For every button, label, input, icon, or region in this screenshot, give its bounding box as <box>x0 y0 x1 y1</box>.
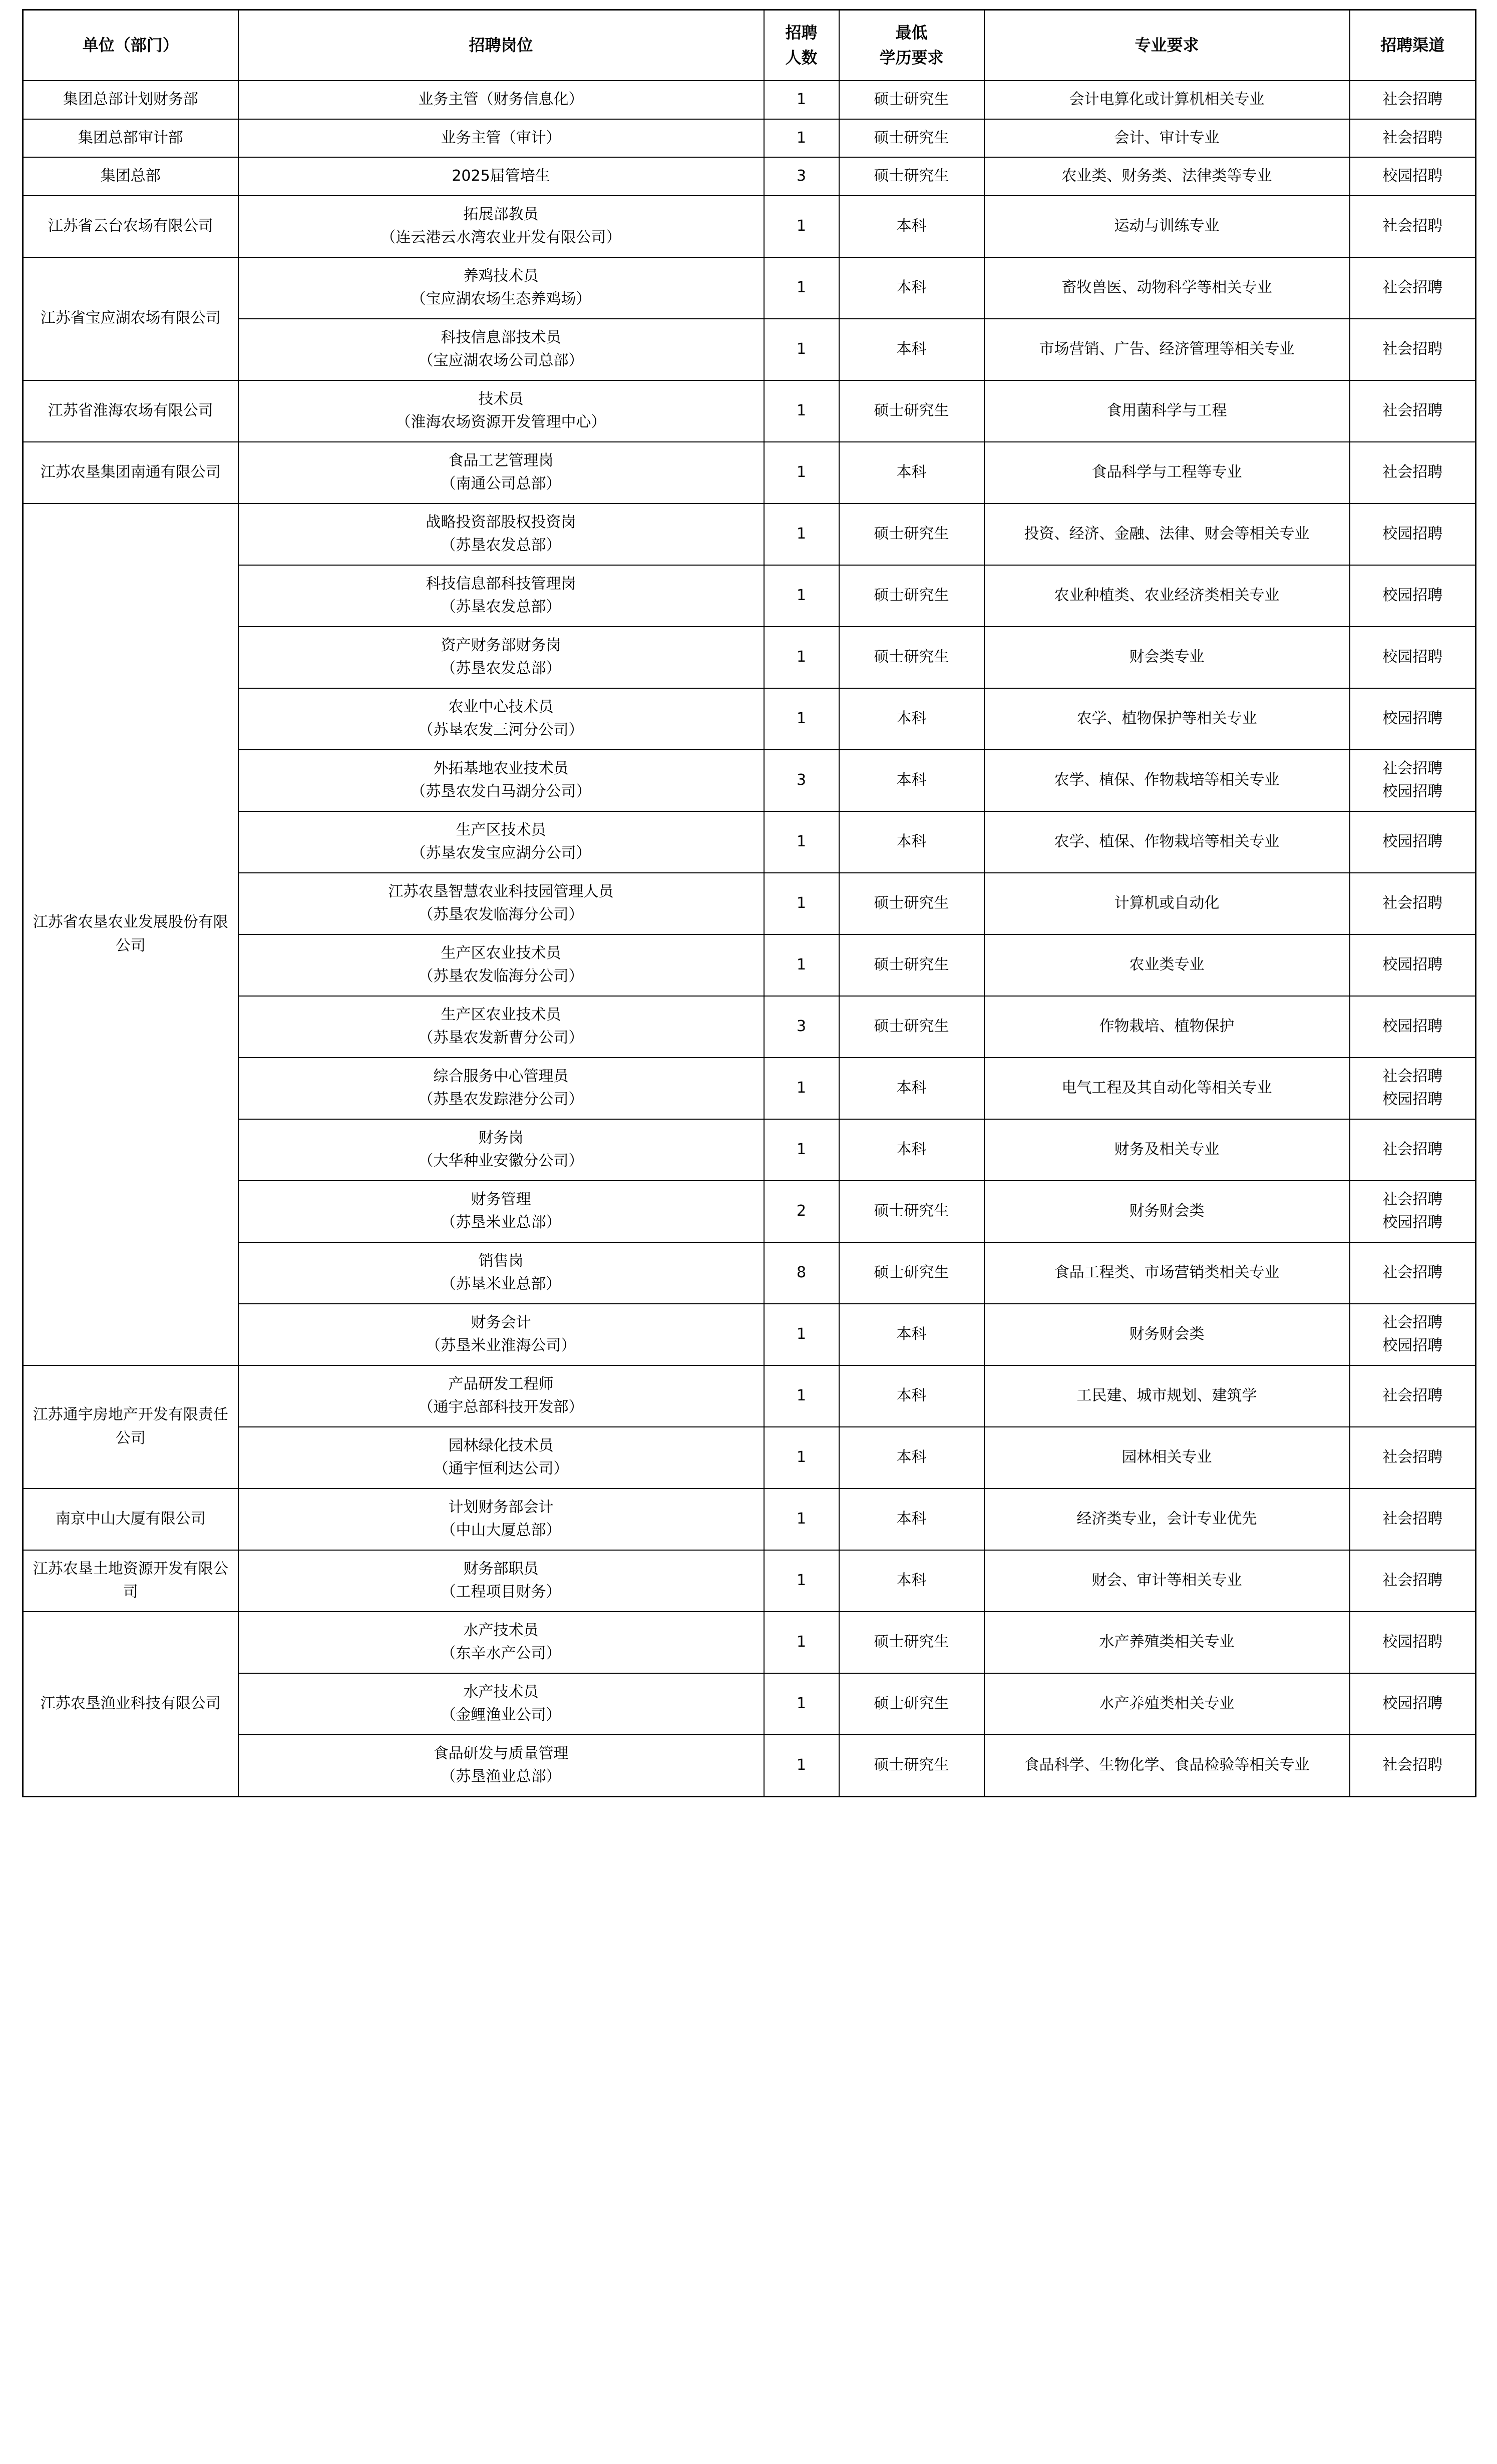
cell-channel <box>1350 319 1476 380</box>
cell-education: 本科 <box>839 196 984 257</box>
cell-major: 财务财会类 <box>984 1181 1350 1242</box>
cell-major: 财务财会类 <box>984 1304 1350 1365</box>
table-row <box>23 1673 1476 1735</box>
cell-education: 本科 <box>839 688 984 750</box>
position-department: （通宇恒利达公司） <box>433 1460 569 1478</box>
cell-education: 本科 <box>839 750 984 811</box>
cell-count: 1 <box>764 1489 839 1550</box>
cell-position <box>238 934 764 996</box>
column-header-education-line1: 最低 <box>895 23 928 42</box>
channel-line-1: 校园招聘 <box>1382 1017 1443 1035</box>
cell-position <box>238 873 764 934</box>
cell-count: 1 <box>764 1673 839 1735</box>
position-title: 销售岗 <box>478 1252 524 1270</box>
cell-education: 本科 <box>839 1304 984 1365</box>
cell-count: 1 <box>764 442 839 504</box>
cell-education: 硕士研究生 <box>839 1735 984 1797</box>
cell-position <box>238 380 764 442</box>
cell-channel <box>1350 750 1476 811</box>
position-department: （大华种业安徽分公司） <box>418 1152 584 1170</box>
table-header <box>23 10 1476 81</box>
cell-position <box>238 627 764 688</box>
channel-line-2: 校园招聘 <box>1382 1091 1443 1109</box>
position-title: 水产技术员 <box>463 1621 539 1639</box>
cell-major: 农业类、财务类、法律类等专业 <box>984 157 1350 196</box>
table-row <box>23 1242 1476 1304</box>
position-department: （苏垦农发三河分公司） <box>418 721 584 739</box>
cell-education: 硕士研究生 <box>839 504 984 565</box>
cell-education: 硕士研究生 <box>839 565 984 627</box>
cell-count: 1 <box>764 1550 839 1612</box>
cell-count: 1 <box>764 934 839 996</box>
cell-unit: 江苏农垦集团南通有限公司 <box>23 442 238 504</box>
position-title: 财务岗 <box>478 1129 524 1147</box>
cell-major: 投资、经济、金融、法律、财会等相关专业 <box>984 504 1350 565</box>
channel-line-1: 社会招聘 <box>1382 1510 1443 1528</box>
table-row <box>23 750 1476 811</box>
channel-line-1: 社会招聘 <box>1382 894 1443 912</box>
position-title: 计划财务部会计 <box>448 1498 554 1516</box>
cell-channel <box>1350 627 1476 688</box>
column-header-education-line2: 学历要求 <box>879 48 944 67</box>
table-row <box>23 1119 1476 1181</box>
cell-major: 运动与训练专业 <box>984 196 1350 257</box>
cell-unit: 江苏农垦土地资源开发有限公司 <box>23 1550 238 1612</box>
column-header-position-line1: 招聘岗位 <box>469 35 533 55</box>
cell-major: 财会、审计等相关专业 <box>984 1550 1350 1612</box>
cell-position <box>238 504 764 565</box>
cell-position <box>238 1181 764 1242</box>
cell-education: 硕士研究生 <box>839 380 984 442</box>
cell-major: 农学、植保、作物栽培等相关专业 <box>984 811 1350 873</box>
cell-education: 硕士研究生 <box>839 1673 984 1735</box>
cell-channel <box>1350 1427 1476 1489</box>
cell-position <box>238 565 764 627</box>
position-department: （苏垦米业总部） <box>441 1275 561 1293</box>
cell-education: 硕士研究生 <box>839 873 984 934</box>
cell-major: 农业类专业 <box>984 934 1350 996</box>
position-department: （苏垦农发宝应湖分公司） <box>411 844 591 862</box>
table-row <box>23 1735 1476 1797</box>
position-title: 园林绿化技术员 <box>448 1436 554 1454</box>
cell-unit: 江苏省宝应湖农场有限公司 <box>23 257 238 380</box>
cell-count: 1 <box>764 380 839 442</box>
position-department: （苏垦农发踪港分公司） <box>418 1091 584 1109</box>
cell-count: 1 <box>764 1119 839 1181</box>
position-title: 科技信息部科技管理岗 <box>426 575 576 593</box>
channel-line-1: 社会招聘 <box>1382 1571 1443 1589</box>
table-row <box>23 934 1476 996</box>
position-title: 水产技术员 <box>463 1683 539 1701</box>
position-department: （苏垦农发总部） <box>441 537 561 555</box>
cell-education: 本科 <box>839 1489 984 1550</box>
column-header-unit-line1: 单位（部门） <box>82 35 179 55</box>
table-row <box>23 119 1476 158</box>
cell-channel <box>1350 1304 1476 1365</box>
cell-count: 1 <box>764 1735 839 1797</box>
cell-count: 1 <box>764 319 839 380</box>
cell-education: 本科 <box>839 257 984 319</box>
channel-line-1: 社会招聘 <box>1382 91 1443 109</box>
cell-major: 市场营销、广告、经济管理等相关专业 <box>984 319 1350 380</box>
cell-major: 会计、审计专业 <box>984 119 1350 158</box>
channel-line-1: 社会招聘 <box>1382 1190 1443 1208</box>
position-title: 养鸡技术员 <box>463 267 539 285</box>
cell-education: 硕士研究生 <box>839 1181 984 1242</box>
cell-channel <box>1350 81 1476 119</box>
channel-line-2: 校园招聘 <box>1382 783 1443 801</box>
cell-count: 1 <box>764 627 839 688</box>
cell-channel <box>1350 504 1476 565</box>
position-department: （苏垦米业淮海公司） <box>426 1337 576 1355</box>
cell-major: 水产养殖类相关专业 <box>984 1673 1350 1735</box>
cell-education: 硕士研究生 <box>839 1612 984 1673</box>
cell-major: 食品科学、生物化学、食品检验等相关专业 <box>984 1735 1350 1797</box>
cell-major: 水产养殖类相关专业 <box>984 1612 1350 1673</box>
position-department: （南通公司总部） <box>441 475 561 493</box>
channel-line-1: 社会招聘 <box>1382 1386 1443 1404</box>
cell-position <box>238 319 764 380</box>
channel-line-1: 社会招聘 <box>1382 401 1443 419</box>
position-title: 江苏农垦智慧农业科技园管理人员 <box>388 882 614 900</box>
cell-count: 1 <box>764 1612 839 1673</box>
table-row <box>23 1181 1476 1242</box>
cell-position <box>238 688 764 750</box>
cell-position <box>238 750 764 811</box>
position-title: 产品研发工程师 <box>448 1375 554 1393</box>
position-department: （苏垦渔业总部） <box>441 1768 561 1786</box>
table-row <box>23 1612 1476 1673</box>
position-department: （苏垦米业总部） <box>441 1214 561 1232</box>
cell-position <box>238 1242 764 1304</box>
table-body <box>23 81 1476 1796</box>
position-department: （苏垦农发新曹分公司） <box>418 1029 584 1047</box>
cell-count: 3 <box>764 996 839 1058</box>
cell-count: 2 <box>764 1181 839 1242</box>
position-title: 业务主管（财务信息化） <box>418 91 584 109</box>
position-department: （淮海农场资源开发管理中心） <box>396 413 606 431</box>
table-row <box>23 873 1476 934</box>
cell-major: 财会类专业 <box>984 627 1350 688</box>
cell-major: 农学、植保、作物栽培等相关专业 <box>984 750 1350 811</box>
position-title: 农业中心技术员 <box>448 698 554 716</box>
channel-line-1: 校园招聘 <box>1382 525 1443 543</box>
position-department: （宝应湖农场生态养鸡场） <box>411 290 591 308</box>
position-title: 科技信息部技术员 <box>441 328 561 346</box>
channel-line-2: 校园招聘 <box>1382 1214 1443 1232</box>
position-department: （苏垦农发白马湖分公司） <box>411 783 591 801</box>
table-row <box>23 1427 1476 1489</box>
cell-major: 电气工程及其自动化等相关专业 <box>984 1058 1350 1119</box>
cell-position <box>238 257 764 319</box>
cell-count: 1 <box>764 257 839 319</box>
channel-line-1: 校园招聘 <box>1382 648 1443 666</box>
channel-line-1: 校园招聘 <box>1382 1633 1443 1651</box>
table-row <box>23 1365 1476 1427</box>
channel-line-1: 社会招聘 <box>1382 129 1443 147</box>
cell-major: 会计电算化或计算机相关专业 <box>984 81 1350 119</box>
table-row <box>23 504 1476 565</box>
table-row <box>23 996 1476 1058</box>
channel-line-1: 社会招聘 <box>1382 340 1443 358</box>
cell-count: 1 <box>764 1058 839 1119</box>
position-department: （苏垦农发总部） <box>441 598 561 616</box>
position-title: 业务主管（审计） <box>441 129 561 147</box>
cell-major: 经济类专业，会计专业优先 <box>984 1489 1350 1550</box>
table-row <box>23 196 1476 257</box>
cell-unit: 集团总部 <box>23 157 238 196</box>
cell-position <box>238 1119 764 1181</box>
cell-education: 本科 <box>839 1365 984 1427</box>
cell-position <box>238 119 764 158</box>
cell-education: 本科 <box>839 1119 984 1181</box>
channel-line-1: 校园招聘 <box>1382 167 1443 185</box>
table-row <box>23 442 1476 504</box>
column-header-count <box>764 10 839 81</box>
cell-position <box>238 157 764 196</box>
position-title: 食品研发与质量管理 <box>433 1744 569 1762</box>
cell-count: 3 <box>764 750 839 811</box>
cell-major: 园林相关专业 <box>984 1427 1350 1489</box>
position-department: （连云港云水湾农业开发有限公司） <box>381 229 621 247</box>
table-row <box>23 1058 1476 1119</box>
table-row <box>23 1489 1476 1550</box>
table-row <box>23 627 1476 688</box>
channel-line-1: 社会招聘 <box>1382 217 1443 235</box>
position-department: （东辛水产公司） <box>441 1645 561 1663</box>
position-title: 战略投资部股权投资岗 <box>426 513 576 531</box>
position-title: 生产区技术员 <box>456 821 546 839</box>
cell-channel <box>1350 257 1476 319</box>
channel-line-1: 校园招聘 <box>1382 955 1443 973</box>
cell-education: 本科 <box>839 1058 984 1119</box>
position-title: 拓展部教员 <box>463 205 539 223</box>
cell-channel <box>1350 565 1476 627</box>
column-header-major <box>984 10 1350 81</box>
cell-unit: 南京中山大厦有限公司 <box>23 1489 238 1550</box>
column-header-count-line2: 人数 <box>785 48 818 67</box>
position-department: （中山大厦总部） <box>441 1522 561 1540</box>
column-header-unit <box>23 10 238 81</box>
position-department: （苏垦农发临海分公司） <box>418 906 584 924</box>
channel-line-1: 校园招聘 <box>1382 1694 1443 1712</box>
column-header-channel-line1: 招聘渠道 <box>1380 35 1445 55</box>
cell-education: 本科 <box>839 1427 984 1489</box>
cell-count: 1 <box>764 1427 839 1489</box>
position-title: 生产区农业技术员 <box>441 1006 561 1024</box>
cell-major: 工民建、城市规划、建筑学 <box>984 1365 1350 1427</box>
channel-line-1: 校园招聘 <box>1382 709 1443 727</box>
cell-position <box>238 196 764 257</box>
table-row <box>23 688 1476 750</box>
table-row <box>23 811 1476 873</box>
cell-channel <box>1350 1550 1476 1612</box>
table-row <box>23 157 1476 196</box>
cell-position <box>238 1427 764 1489</box>
table-row <box>23 319 1476 380</box>
cell-channel <box>1350 1735 1476 1797</box>
position-title: 食品工艺管理岗 <box>448 451 554 469</box>
cell-education: 本科 <box>839 442 984 504</box>
position-department: （通宇总部科技开发部） <box>418 1398 584 1416</box>
table-row <box>23 565 1476 627</box>
cell-education: 硕士研究生 <box>839 1242 984 1304</box>
channel-line-1: 校园招聘 <box>1382 586 1443 604</box>
cell-channel <box>1350 196 1476 257</box>
cell-major: 食用菌科学与工程 <box>984 380 1350 442</box>
cell-position <box>238 81 764 119</box>
cell-major: 农学、植物保护等相关专业 <box>984 688 1350 750</box>
table-row <box>23 380 1476 442</box>
channel-line-1: 社会招聘 <box>1382 1067 1443 1085</box>
position-department: （金鲤渔业公司） <box>441 1706 561 1724</box>
channel-line-1: 社会招聘 <box>1382 1263 1443 1281</box>
cell-unit: 集团总部审计部 <box>23 119 238 158</box>
cell-position <box>238 996 764 1058</box>
position-department: （苏垦农发临海分公司） <box>418 967 584 985</box>
cell-position <box>238 442 764 504</box>
cell-unit: 江苏省淮海农场有限公司 <box>23 380 238 442</box>
cell-count: 1 <box>764 811 839 873</box>
cell-major: 食品工程类、市场营销类相关专业 <box>984 1242 1350 1304</box>
cell-channel <box>1350 380 1476 442</box>
cell-position <box>238 1058 764 1119</box>
position-department: （宝应湖农场公司总部） <box>418 352 584 370</box>
cell-position <box>238 1735 764 1797</box>
cell-channel <box>1350 1242 1476 1304</box>
channel-line-2: 校园招聘 <box>1382 1337 1443 1355</box>
table-row <box>23 1304 1476 1365</box>
cell-count: 1 <box>764 119 839 158</box>
column-header-major-line1: 专业要求 <box>1135 35 1199 55</box>
channel-line-1: 社会招聘 <box>1382 1140 1443 1158</box>
cell-unit: 江苏省农垦农业发展股份有限公司 <box>23 504 238 1365</box>
cell-channel <box>1350 811 1476 873</box>
cell-unit: 集团总部计划财务部 <box>23 81 238 119</box>
column-header-position <box>238 10 764 81</box>
cell-channel <box>1350 934 1476 996</box>
cell-count: 1 <box>764 688 839 750</box>
cell-count: 1 <box>764 504 839 565</box>
cell-education: 硕士研究生 <box>839 157 984 196</box>
cell-unit: 江苏农垦渔业科技有限公司 <box>23 1612 238 1797</box>
recruitment-table <box>22 9 1476 1797</box>
position-title: 外拓基地农业技术员 <box>433 759 569 777</box>
cell-position <box>238 1612 764 1673</box>
cell-position <box>238 1304 764 1365</box>
cell-major: 计算机或自动化 <box>984 873 1350 934</box>
cell-position <box>238 1550 764 1612</box>
table-row <box>23 257 1476 319</box>
cell-education: 硕士研究生 <box>839 996 984 1058</box>
cell-education: 本科 <box>839 319 984 380</box>
table-header-row <box>23 10 1476 81</box>
position-department: （工程项目财务） <box>441 1583 561 1601</box>
cell-count: 1 <box>764 1304 839 1365</box>
cell-unit: 江苏省云台农场有限公司 <box>23 196 238 257</box>
cell-count: 1 <box>764 873 839 934</box>
channel-line-1: 社会招聘 <box>1382 1448 1443 1466</box>
cell-channel <box>1350 873 1476 934</box>
cell-count: 1 <box>764 196 839 257</box>
cell-channel <box>1350 688 1476 750</box>
channel-line-1: 校园招聘 <box>1382 832 1443 850</box>
position-department: （苏垦农发总部） <box>441 660 561 678</box>
cell-channel <box>1350 1673 1476 1735</box>
cell-channel <box>1350 1058 1476 1119</box>
cell-channel <box>1350 1612 1476 1673</box>
column-header-channel <box>1350 10 1476 81</box>
cell-unit: 江苏通宇房地产开发有限责任公司 <box>23 1365 238 1489</box>
cell-channel <box>1350 157 1476 196</box>
position-title: 财务管理 <box>471 1190 531 1208</box>
channel-line-1: 社会招聘 <box>1382 463 1443 481</box>
position-title: 资产财务部财务岗 <box>441 636 561 654</box>
cell-channel <box>1350 1119 1476 1181</box>
position-title: 综合服务中心管理员 <box>433 1067 569 1085</box>
cell-channel <box>1350 1365 1476 1427</box>
cell-major: 畜牧兽医、动物科学等相关专业 <box>984 257 1350 319</box>
position-title: 2025届管培生 <box>452 167 550 185</box>
channel-line-1: 社会招聘 <box>1382 278 1443 296</box>
cell-channel <box>1350 1181 1476 1242</box>
cell-major: 财务及相关专业 <box>984 1119 1350 1181</box>
cell-count: 8 <box>764 1242 839 1304</box>
position-title: 财务部职员 <box>463 1560 539 1578</box>
position-title: 财务会计 <box>471 1313 531 1331</box>
cell-major: 作物栽培、植物保护 <box>984 996 1350 1058</box>
cell-count: 1 <box>764 1365 839 1427</box>
position-title: 技术员 <box>478 390 524 408</box>
channel-line-1: 社会招聘 <box>1382 1313 1443 1331</box>
channel-line-1: 社会招聘 <box>1382 1756 1443 1774</box>
cell-channel <box>1350 119 1476 158</box>
cell-position <box>238 1489 764 1550</box>
cell-position <box>238 1673 764 1735</box>
cell-education: 本科 <box>839 1550 984 1612</box>
table-row <box>23 1550 1476 1612</box>
cell-count: 3 <box>764 157 839 196</box>
cell-position <box>238 1365 764 1427</box>
channel-line-1: 社会招聘 <box>1382 759 1443 777</box>
cell-education: 硕士研究生 <box>839 627 984 688</box>
cell-channel <box>1350 1489 1476 1550</box>
cell-position <box>238 811 764 873</box>
cell-major: 食品科学与工程等专业 <box>984 442 1350 504</box>
cell-count: 1 <box>764 81 839 119</box>
cell-education: 硕士研究生 <box>839 934 984 996</box>
column-header-count-line1: 招聘 <box>785 23 818 42</box>
table-row <box>23 81 1476 119</box>
cell-channel <box>1350 996 1476 1058</box>
cell-education: 硕士研究生 <box>839 119 984 158</box>
position-title: 生产区农业技术员 <box>441 944 561 962</box>
cell-channel <box>1350 442 1476 504</box>
cell-education: 本科 <box>839 811 984 873</box>
cell-education: 硕士研究生 <box>839 81 984 119</box>
cell-major: 农业种植类、农业经济类相关专业 <box>984 565 1350 627</box>
cell-count: 1 <box>764 565 839 627</box>
column-header-education <box>839 10 984 81</box>
